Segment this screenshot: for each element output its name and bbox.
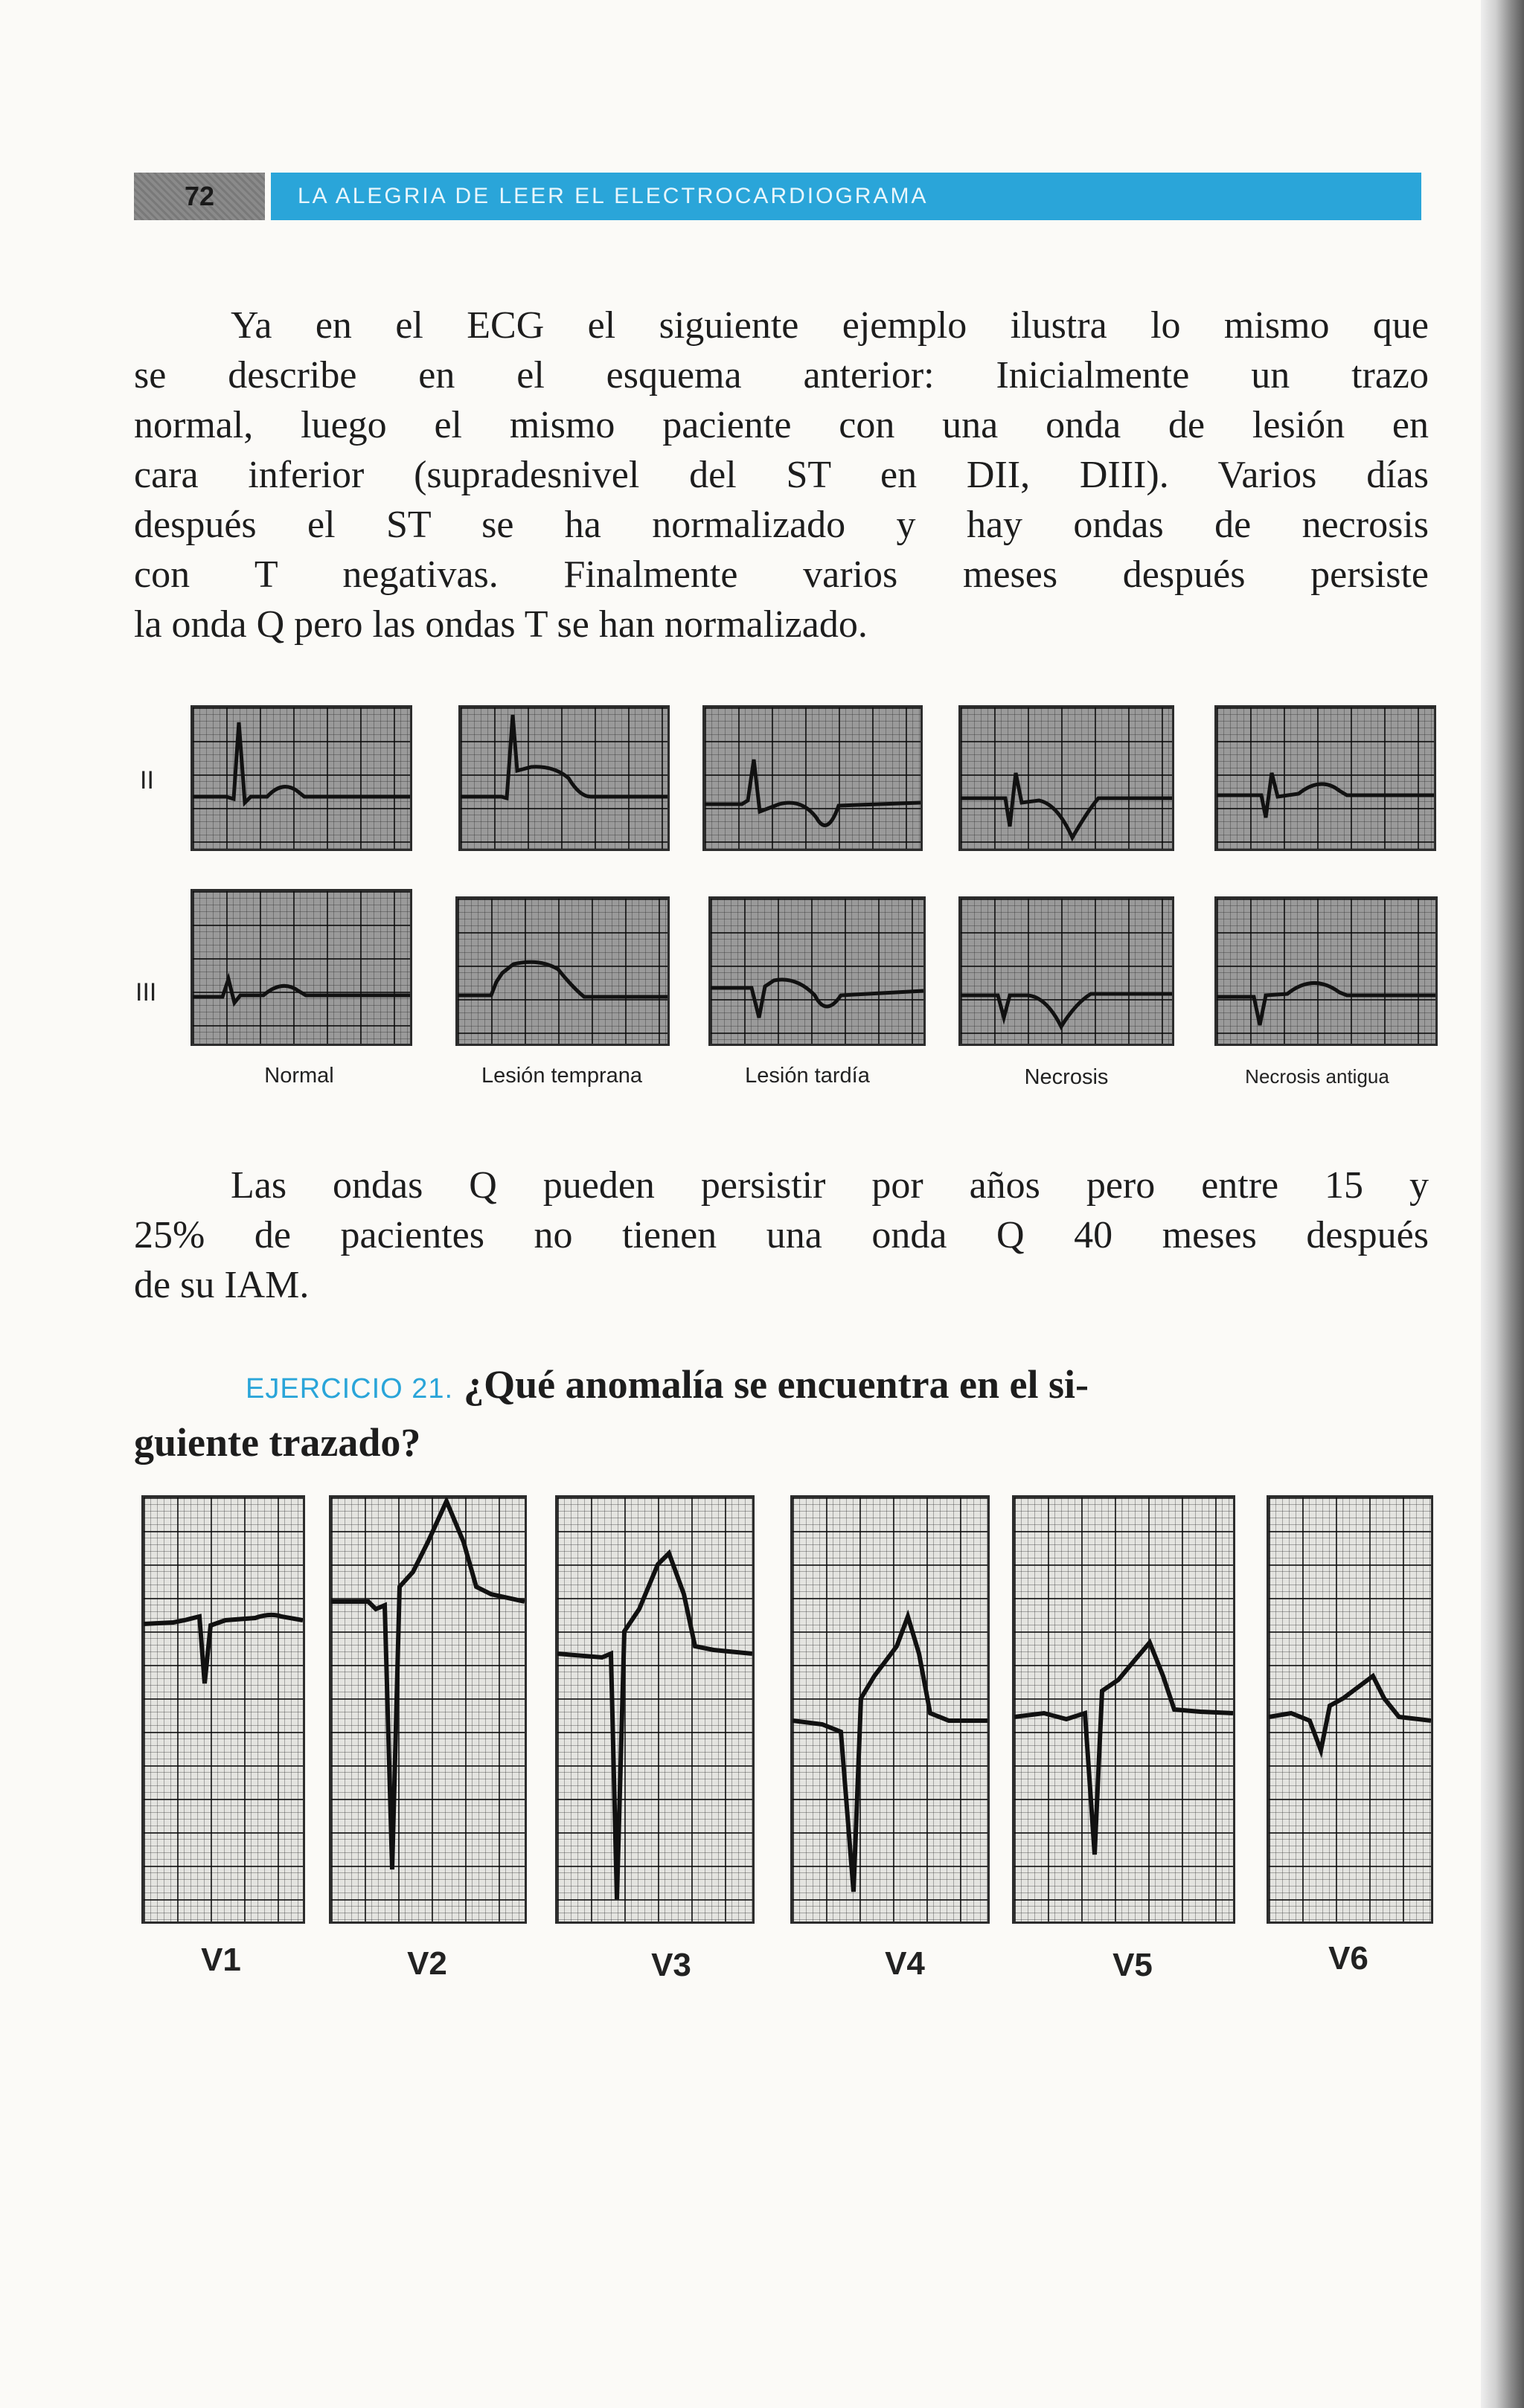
ecg-ii-normal — [190, 705, 412, 851]
ecg-iii-old-necrosis — [1214, 896, 1438, 1046]
paragraph-ecg-example — [134, 301, 1429, 649]
ecg-iii-normal — [190, 889, 412, 1046]
text-line: normal, luego el mismo paciente con una onda de lesión en — [134, 404, 1429, 446]
text-line: con T negativas. Finalmente varios meses después persiste — [134, 553, 1429, 596]
ecg-ii-necrosis — [958, 705, 1174, 851]
lead-label-v1: V1 — [201, 1942, 241, 1978]
page-number: 72 — [134, 173, 265, 220]
ecg-iii-early-lesion — [455, 896, 670, 1046]
text-line: después el ST se ha normalizado y hay ondas de necrosis — [134, 504, 1429, 546]
text-line: se describe en el esquema anterior: Inicialmente un trazo — [134, 354, 1429, 396]
book-spine-shadow — [1481, 0, 1524, 2408]
lead-label-v5: V5 — [1112, 1947, 1153, 1983]
caption-late-lesion: Lesión tardía — [745, 1064, 870, 1088]
caption-necrosis: Necrosis — [1024, 1065, 1109, 1089]
exercise-question-line: ¿Qué anomalía se encuentra en el si- — [464, 1362, 1089, 1407]
ecg-ii-early-lesion — [458, 705, 670, 851]
text-line: Las ondas Q pueden persistir por años pero entre 15 y — [231, 1164, 1429, 1207]
text-line: cara inferior (supradesnivel del ST en DII, DIII). Varios días — [134, 454, 1429, 496]
text-line: de su IAM. — [134, 1264, 310, 1306]
lead-label-v3: V3 — [651, 1947, 691, 1983]
ecg-v2 — [329, 1495, 527, 1924]
exercise-21-question — [134, 1358, 1429, 1469]
ecg-ii-late-lesion — [702, 705, 923, 851]
ecg-iii-late-lesion — [708, 896, 926, 1046]
lead-label-v4: V4 — [885, 1945, 925, 1982]
ecg-v1 — [141, 1495, 305, 1924]
ecg-v4 — [790, 1495, 990, 1924]
running-title: LA ALEGRIA DE LEER EL ELECTROCARDIOGRAMA — [271, 173, 1421, 220]
ecg-iii-necrosis — [958, 896, 1174, 1046]
ecg-ii-old-necrosis — [1214, 705, 1436, 851]
caption-early-lesion: Lesión temprana — [481, 1064, 643, 1088]
lead-label-iii: III — [135, 978, 157, 1006]
ecg-v6 — [1267, 1495, 1433, 1924]
exercise-label: EJERCICIO 21. — [246, 1373, 454, 1404]
text-line: Ya en el ECG el siguiente ejemplo ilustra lo mismo que — [231, 304, 1429, 347]
caption-old-necrosis: Necrosis antigua — [1245, 1065, 1389, 1088]
paragraph-q-waves — [134, 1160, 1429, 1310]
lead-label-v2: V2 — [407, 1945, 447, 1982]
ecg-v3 — [555, 1495, 755, 1924]
page-header — [134, 173, 1421, 220]
caption-normal: Normal — [264, 1064, 334, 1088]
lead-label-v6: V6 — [1328, 1940, 1368, 1977]
lead-label-ii: II — [140, 766, 154, 794]
text-line: 25% de pacientes no tienen una onda Q 40 meses después — [134, 1214, 1429, 1256]
ecg-v5 — [1012, 1495, 1235, 1924]
text-line: la onda Q pero las ondas T se han normalizado. — [134, 603, 868, 646]
exercise-question-line: guiente trazado? — [134, 1420, 421, 1465]
